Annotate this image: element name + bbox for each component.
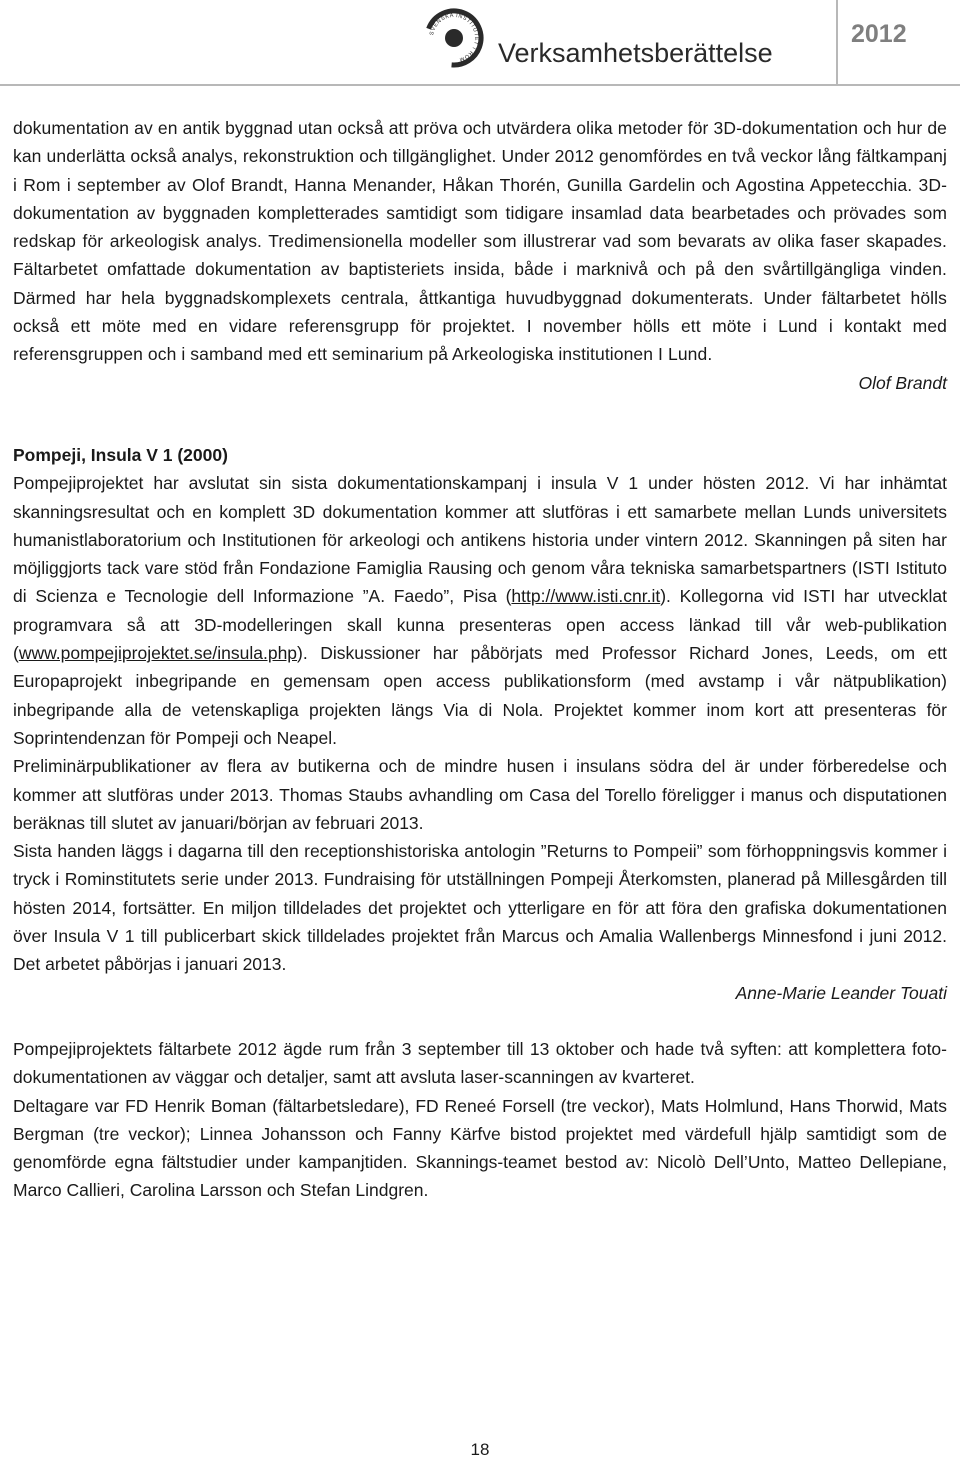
page-number: 18 <box>470 1440 490 1459</box>
logo-ring-text: SVENSKA INSTITUTET I ROM <box>429 12 480 63</box>
paragraph-preliminary-publications: Preliminärpublikationer av flera av butikerna och de mindre husen i insulans södra del är under förberedelse och kommer att slutföras under 2013. Thomas Staubs avhandling om Casa del Torello föreligger i manus och disputationen beräknas till slutet av januari/början av februari 2013. <box>13 756 947 833</box>
paragraph-3d-documentation: dokumentation av en antik byggnad utan också att pröva och utvärdera olika metoder för 3D-dokumentation och hur de kan underlätta också analys, rekonstruktion och tillgänglighet. Under 2012 genomfördes en två veckor lång fältkampanj i Rom i september av Olof Brandt, Hanna Menander, Håkan Thorén, Gunilla Gardelin och Agostina Appetecchia. 3D-dokumentation av byggnaden kompletterades samtidigt som tidigare insamlad data bearbetades och prövades som redskap för arkeologisk analys. Tredimensionella modeller som illustrerar vad som bevarats av olika faser skapades. Fältarbetet omfattade dokumentation av baptisteriets insida, både i marknivå och på den svårtillgängliga vinden. Därmed har hela byggnadskomplexets centrala, åttkantiga huvudbyggnad dokumenterats. Under fältarbetet hölls också ett möte med en vidare referensgrupp för projektet. I november hölls ett möte i Lund i kontakt med referensgruppen och i samband med ett seminarium på Arkeologiska institutionen I Lund. <box>13 118 947 365</box>
header-year: 2012 <box>851 20 907 48</box>
paragraph-anthology: Sista handen läggs i dagarna till den receptionshistoriska antologin ”Returns to Pompeii” som förhoppningsvis kommer i tryck i Rominstitutets serie under 2013. Fundraising för utställningen Pompeji Återkomsten, planerad på Millesgården till hösten 2014, fortsätter. En miljon tilldelades det projektet och ytterligare en för att föra den grafiska dokumentationen över Insula V 1 till publicerbart skick tilldelades projektet från Marcus och Amalia Wallenbergs Minnesfond i juni 2012. Det arbetet påbörjas i januari 2013. <box>13 841 947 975</box>
paragraph-text: ). Diskussioner har påbörjats med Professor Richard Jones, Leeds, om ett Europaprojekt inbegripande en gemensam open access publikationsform (med avstamp i vår nätpublikation) inbegripande alla de vetenskapliga projekten längs Via di Nola. Projektet kommer inom kort att presenteras för Soprintendenzan för Pompeji och Neapel. <box>13 643 947 748</box>
paragraph-pompeji-campaign <box>13 469 947 752</box>
paragraph-text: ). Kollegorna vid ISTI har utvecklat programvara så att 3D-modelleringen skall kunna presenteras open access länkad till vår web-publikation ( <box>13 586 947 664</box>
paragraph-participants: Deltagare var FD Henrik Boman (fältarbetsledare), FD Reneé Forsell (tre veckor), Mats Holmlund, Hans Thorwid, Mats Bergman (tre veckor); Linnea Johansson och Fanny Kärfve bistod projektet med värdefull hjälp samtidigt som de genomförde egna fältstudier under kampanjtiden. Skannings-teamet bestod av: Nicolò Dell’Unto, Matteo Dellepiane, Marco Callieri, Carolina Larsson och Stefan Lindgren. <box>13 1095 947 1201</box>
signature-leander-touati: Anne-Marie Leander Touati <box>735 982 947 1003</box>
signature-olof-brandt: Olof Brandt <box>858 372 947 393</box>
page-body <box>13 114 947 1205</box>
link-isti[interactable]: http://www.isti.cnr.it <box>511 586 661 607</box>
header-divider-vertical <box>836 0 838 86</box>
section-heading-pompeji: Pompeji, Insula V 1 (2000) <box>13 444 228 465</box>
spacer <box>13 1007 947 1035</box>
paragraph-text: Pompejiprojektet har avslutat sin sista dokumentationskampanj i insula V 1 under hösten 2012. Vi har inhämtat skanningsresultat och en komplett 3D dokumentation kommer att slutföras i ett samarbete mellan Lunds universitets humanistlaboratorium och Institutionen för arkeologi och antikens historia under vintern 2012. Skanningen på siten har möjliggjorts tack vare stöd från Fondazione Famiglia Rausing och genom våra tekniska samarbetspartners (ISTI Istituto di Scienza e Tecnologie dell Informazione ”A. Faedo”, Pisa ( <box>13 473 947 607</box>
page-header <box>0 0 960 86</box>
paragraph-fieldwork-2012: Pompejiprojektets fältarbete 2012 ägde rum från 3 september till 13 oktober och hade två syften: att komplettera foto-dokumentationen av väggar och detaljer, samt att avsluta laser-scanningen av kvarteret. <box>13 1038 947 1088</box>
institute-logo-icon <box>424 8 484 68</box>
link-pompejiprojektet[interactable]: www.pompejiprojektet.se/insula.php <box>18 643 298 664</box>
header-title: Verksamhetsberättelse <box>498 38 773 68</box>
header-divider-horizontal <box>0 84 960 86</box>
